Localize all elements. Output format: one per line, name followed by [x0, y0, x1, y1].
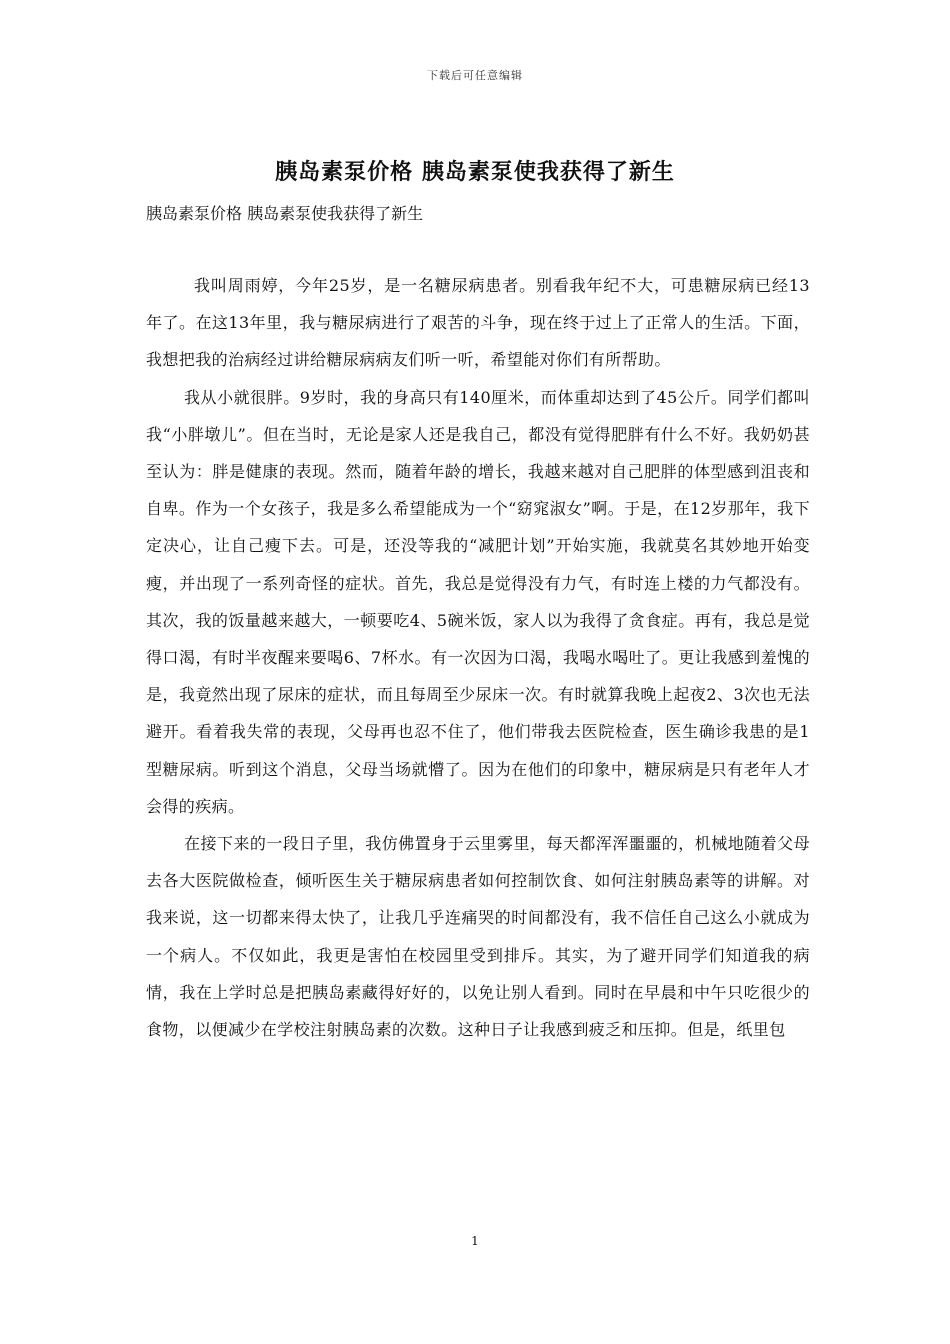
paragraph-3: 在接下来的一段日子里，我仿佛置身于云里雾里，每天都浑浑噩噩的，机械地随着父母去各大医院做检查，倾听医生关于糖尿病患者如何控制饮食、如何注射胰岛素等的讲解。对我来说，这一切都来得太快了，让我几乎连痛哭的时间都没有，我不信任自己这么小就成为一个病人。不仅如此，我更是害怕在校园里受到排斥。其实，为了避开同学们知道我的病情，我在上学时总是把胰岛素藏得好好的，以免让别人看到。同时在早晨和中午只吃很少的食物，以便减少在学校注射胰岛素的次数。这种日子让我感到疲乏和压抑。但是，纸里包 [146, 834, 810, 1040]
header-note: 下载后可任意编辑 [427, 69, 523, 82]
document-title: 胰岛素泵价格 胰岛素泵使我获得了新生 [275, 159, 675, 185]
paragraph-2: 我从小就很胖。9岁时，我的身高只有140厘米，而体重却达到了45公斤。同学们都叫我“小胖墩儿”。但在当时，无论是家人还是我自己，都没有觉得肥胖有什么不好。我奶奶甚至认为：胖是健康的表现。然而，随着年龄的增长，我越来越对自己肥胖的体型感到沮丧和自卑。作为一个女孩子，我是多么希望能成为一个“窈窕淑女”啊。于是，在12岁那年，我下定决心，让自己瘦下去。可是，还没等我的“减肥计划”开始实施，我就莫名其妙地开始变瘦，并出现了一系列奇怪的症状。首先，我总是觉得没有力气，有时连上楼的力气都没有。其次，我的饭量越来越大，一顿要吃4、5碗米饭，家人以为我得了贪食症。再有，我总是觉得口渴，有时半夜醒来要喝6、7杯水。有一次因为口渴，我喝水喝吐了。更让我感到羞愧的是，我竟然出现了尿床的症状，而且每周至少尿床一次。有时就算我晚上起夜2、3次也无法避开。看着我失常的表现，父母再也忍不住了，他们带我去医院检查，医生确诊我患的是1型糖尿病。听到这个消息，父母当场就懵了。因为在他们的印象中，糖尿病是只有老年人才会得的疾病。 [146, 387, 810, 816]
document-subtitle: 胰岛素泵价格 胰岛素泵使我获得了新生 [146, 204, 424, 223]
paragraph-1: 我叫周雨婷，今年25岁，是一名糖尿病患者。别看我年纪不大，可患糖尿病已经13年了。在这13年里，我与糖尿病进行了艰苦的斗争，现在终于过上了正常人的生活。下面，我想把我的治病经过讲给糖尿病病友们听一听，希望能对你们有所帮助。 [146, 276, 810, 370]
document-body [146, 267, 810, 1048]
page-number: 1 [471, 1234, 479, 1248]
